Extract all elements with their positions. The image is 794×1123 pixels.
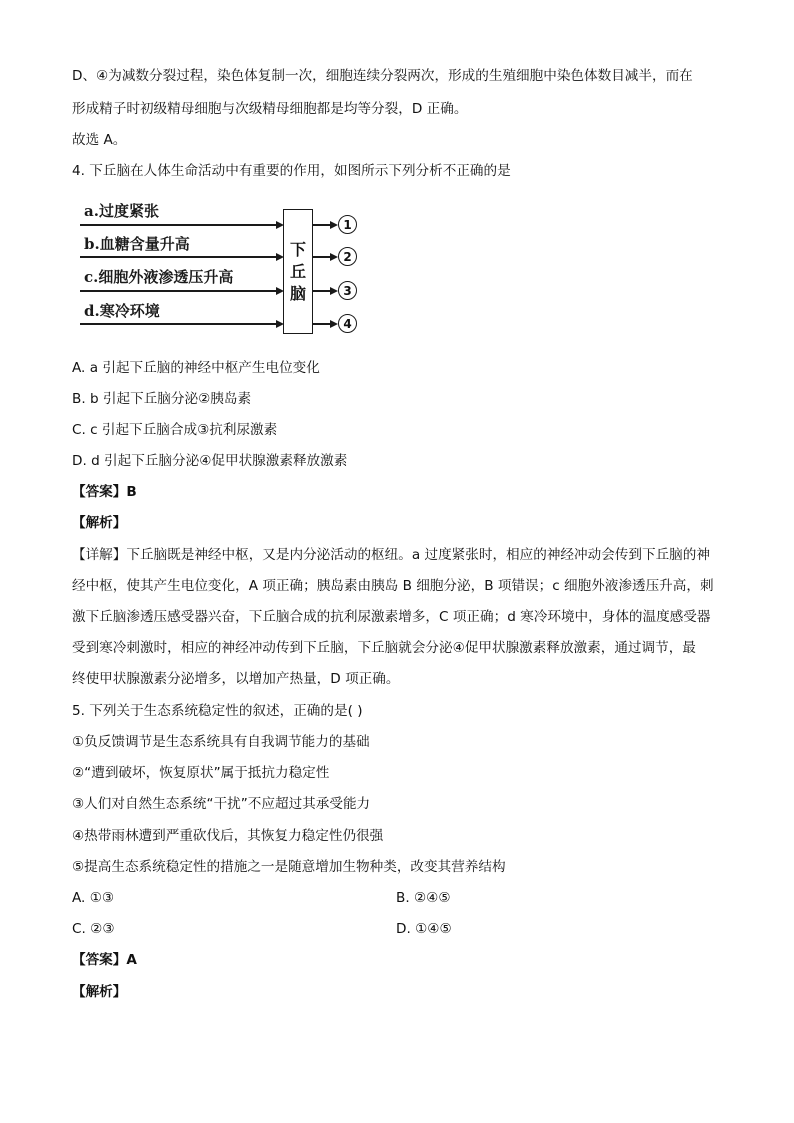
answer-label: 【答案】B xyxy=(72,484,137,500)
option-d: D. ①④⑤ xyxy=(396,921,452,937)
diagram-input-b: b.血糖含量升高 xyxy=(84,235,190,253)
diagram-input-a: a.过度紧张 xyxy=(84,202,159,220)
arrowhead-icon xyxy=(330,253,338,261)
output-circle-1: 1 xyxy=(338,215,357,234)
statement-4: ④热带雨林遭到严重砍伐后，其恢复力稳定性仍很强 xyxy=(72,828,384,844)
option-c: C. ②③ xyxy=(72,921,115,937)
option-a: A. a 引起下丘脑的神经中枢产生电位变化 xyxy=(72,360,320,376)
input-arrow-line xyxy=(80,224,278,226)
analysis-label: 【解析】 xyxy=(72,515,127,531)
detail-line: 受到寒冷刺激时，相应的神经冲动传到下丘脑，下丘脑就会分泌④促甲状腺激素释放激素，通过调节，最 xyxy=(72,640,696,656)
statement-5: ⑤提高生态系统稳定性的措施之一是随意增加生物种类，改变其营养结构 xyxy=(72,859,506,875)
option-c: C. c 引起下丘脑合成③抗利尿激素 xyxy=(72,422,278,438)
text-line: D、④为减数分裂过程，染色体复制一次，细胞连续分裂两次，形成的生殖细胞中染色体数目减半，而在 xyxy=(72,68,693,84)
arrowhead-icon xyxy=(330,320,338,328)
input-arrow-line xyxy=(80,290,278,292)
statement-1: ①负反馈调节是生态系统具有自我调节能力的基础 xyxy=(72,734,370,750)
output-arrow-line xyxy=(313,323,331,325)
output-arrow-line xyxy=(313,224,331,226)
diagram-input-c: c.细胞外液渗透压升高 xyxy=(84,268,234,286)
output-circle-4: 4 xyxy=(338,314,357,333)
box-char: 脑 xyxy=(289,283,306,303)
detail-line: 经中枢，使其产生电位变化，A 项正确；胰岛素由胰岛 B 细胞分泌，B 项错误；c 细胞外液渗透压升高，刺 xyxy=(72,578,714,594)
input-arrow-line xyxy=(80,323,278,325)
option-d: D. d 引起下丘脑分泌④促甲状腺激素释放激素 xyxy=(72,453,348,469)
input-arrow-line xyxy=(80,256,278,258)
hypothalamus-box xyxy=(283,209,313,334)
text-line: 形成精子时初级精母细胞与次级精母细胞都是均等分裂，D 正确。 xyxy=(72,101,468,117)
hypothalamus-diagram xyxy=(80,197,370,339)
statement-2: ②“遭到破坏，恢复原状”属于抵抗力稳定性 xyxy=(72,765,330,781)
statement-3: ③人们对自然生态系统“干扰”不应超过其承受能力 xyxy=(72,796,371,812)
output-circle-2: 2 xyxy=(338,247,357,266)
option-b: B. b 引起下丘脑分泌②胰岛素 xyxy=(72,391,252,407)
box-char: 丘 xyxy=(289,261,306,281)
box-char: 下 xyxy=(289,239,306,259)
option-b: B. ②④⑤ xyxy=(396,890,451,906)
detail-line: 【详解】下丘脑既是神经中枢，又是内分泌活动的枢纽。a 过度紧张时，相应的神经冲动会传到下丘脑的神 xyxy=(72,547,710,563)
output-arrow-line xyxy=(313,290,331,292)
analysis-label: 【解析】 xyxy=(72,984,127,1000)
text-line: 故选 A。 xyxy=(72,132,127,148)
option-a: A. ①③ xyxy=(72,890,115,906)
arrowhead-icon xyxy=(330,287,338,295)
output-circle-3: 3 xyxy=(338,281,357,300)
detail-line: 终使甲状腺激素分泌增多，以增加产热量，D 项正确。 xyxy=(72,671,400,687)
question-5-stem: 5. 下列关于生态系统稳定性的叙述，正确的是( ) xyxy=(72,703,363,719)
arrowhead-icon xyxy=(330,221,338,229)
detail-line: 激下丘脑渗透压感受器兴奋，下丘脑合成的抗利尿激素增多，C 项正确；d 寒冷环境中，身体的温度感受器 xyxy=(72,609,711,625)
output-arrow-line xyxy=(313,256,331,258)
question-4-stem: 4. 下丘脑在人体生命活动中有重要的作用，如图所示下列分析不正确的是 xyxy=(72,163,511,179)
answer-label: 【答案】A xyxy=(72,952,137,968)
diagram-input-d: d.寒冷环境 xyxy=(84,302,160,320)
